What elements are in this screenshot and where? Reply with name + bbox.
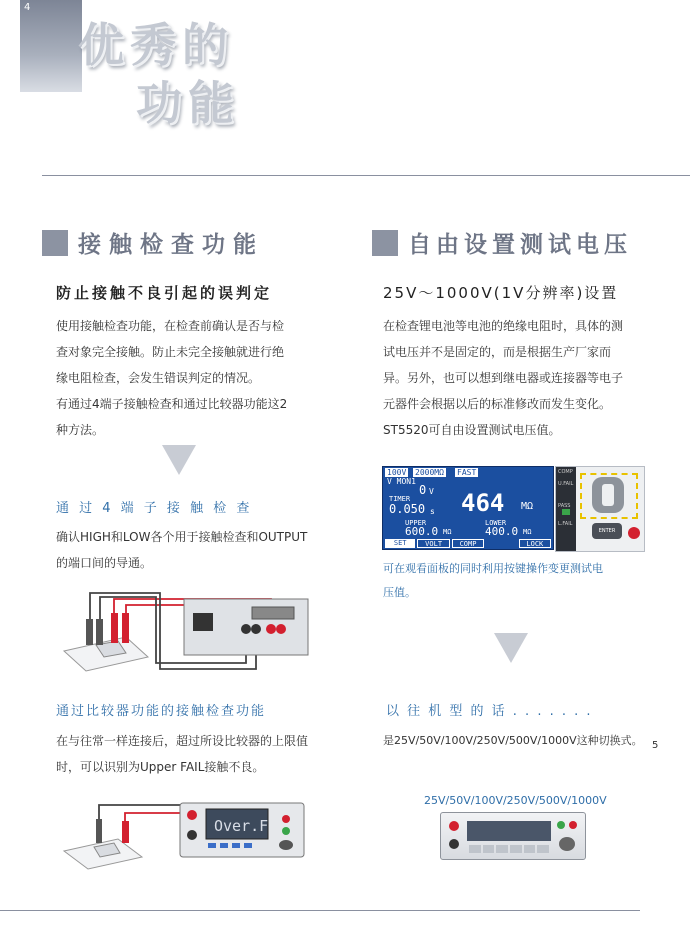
range-key[interactable]	[469, 845, 481, 853]
left-subtitle: 防止接触不良引起的误判定	[56, 284, 273, 302]
screen-timer-unit: s	[430, 507, 435, 516]
led-lfail-label: L.FAIL	[558, 521, 573, 527]
enter-button[interactable]: ENTER	[592, 523, 622, 539]
screen-caption-line: 可在观看面板的同时利用按键操作变更测试电	[383, 562, 603, 575]
screen-reading-unit: MΩ	[521, 501, 534, 512]
probe-red-2	[122, 613, 129, 643]
left-paragraph-1	[56, 313, 336, 443]
terminal-red-1	[266, 624, 276, 634]
four-terminal-text-line: 的端口间的导通。	[56, 556, 153, 570]
range-key[interactable]	[496, 845, 508, 853]
screen-softkey-bar	[385, 539, 551, 548]
front-terminal-red	[187, 810, 197, 820]
device-terminal-black	[449, 839, 459, 849]
comparator-text-line: 在与往常一样连接后，超过所设比较器的上限值	[56, 734, 309, 748]
device-knob[interactable]	[559, 837, 575, 851]
wire-red	[125, 813, 184, 821]
right-section-header	[372, 226, 632, 259]
left-para2-line: 有通过4端子接触检查和通过比较器功能这2	[56, 397, 288, 411]
screen-caption-line: 压值。	[383, 586, 416, 599]
dsub-connector-icon	[252, 607, 294, 619]
terminal-red-2	[276, 624, 286, 634]
screen-lower-label: LOWER	[485, 519, 507, 527]
range-key[interactable]	[510, 845, 522, 853]
front-knob	[279, 840, 293, 850]
range-key[interactable]	[524, 845, 536, 853]
screen-lower-value: 400.0	[485, 525, 519, 538]
comparator-wiring-diagram	[56, 795, 316, 870]
device-terminal-red	[449, 821, 459, 831]
left-para1-line: 使用接触检查功能，在检查前确认是否与检	[56, 319, 285, 333]
range-key[interactable]	[537, 845, 549, 853]
screen-tab-speed: FAST	[457, 468, 477, 477]
device-led-green	[557, 821, 565, 829]
previous-model-heading: 以 往 机 型 的 话 . . . . . . .	[386, 704, 593, 719]
comparator-heading: 通过比较器功能的接触检查功能	[56, 704, 267, 719]
probe-red-1	[111, 613, 118, 643]
device-display	[467, 821, 551, 841]
page-number-right: 5	[652, 740, 659, 751]
softkey-volt[interactable]: VOLT	[417, 539, 449, 548]
bottom-divider	[0, 910, 640, 911]
corner-accent-block	[20, 0, 82, 92]
left-section-title: 接 触 检 查 功 能	[78, 231, 257, 258]
softkey-empty	[486, 539, 516, 548]
led-comp-label: COMP	[558, 469, 573, 475]
left-para2-line: 种方法。	[56, 423, 105, 437]
right-section-title: 自由设置测试电压	[408, 231, 632, 258]
section-square-icon	[372, 230, 398, 256]
screen-upper-value: 600.0	[405, 525, 439, 538]
instrument-key-panel	[555, 466, 645, 552]
screen-timer-value: 0.050	[389, 502, 426, 516]
front-key	[220, 843, 228, 848]
softkey-set[interactable]: SET	[385, 539, 415, 548]
screen-timer-label: TIMER	[389, 495, 411, 503]
left-para1-line: 缘电阻检查，会发生错误判定的情况。	[56, 371, 261, 385]
terminal-black-1	[241, 624, 251, 634]
down-arrow-icon	[494, 633, 528, 663]
front-key	[244, 843, 252, 848]
device-range-selector	[469, 845, 549, 853]
previous-model-device	[440, 812, 586, 860]
power-inlet-icon	[193, 613, 213, 631]
page-title-line1: 优秀的	[78, 18, 234, 72]
right-para-line: 在检查锂电池等电池的绝缘电阻时，具体的测	[383, 319, 624, 333]
arrow-key-center[interactable]	[602, 484, 614, 506]
probe-black	[96, 819, 102, 843]
screen-volt: 0	[419, 483, 427, 497]
front-display-text: Over.F	[214, 817, 269, 835]
down-arrow-icon	[162, 445, 196, 475]
pass-led	[562, 509, 570, 515]
red-indicator-icon	[628, 527, 640, 539]
led-pass-label: PASS	[558, 503, 571, 509]
screen-lower-unit: MΩ	[523, 528, 532, 536]
wire-black	[99, 805, 184, 819]
right-para-line: 元器件会根据以后的标准修改而发生变化。	[383, 397, 612, 411]
previous-model-text: 是25V/50V/100V/250V/500V/1000V这种切换式。	[383, 734, 643, 747]
top-divider	[42, 175, 690, 176]
right-para-line: 异。另外，也可以想到继电器或连接器等电子	[383, 371, 624, 385]
left-section-header	[42, 226, 256, 259]
previous-voltage-label: 25V/50V/100V/250V/500V/1000V	[424, 794, 607, 807]
page-title-line2: 功能	[136, 76, 240, 130]
probe-red	[122, 821, 129, 843]
section-square-icon	[42, 230, 68, 256]
pass-led	[282, 827, 290, 835]
right-para-line: 试电压并不是固定的，而是根据生产厂家而	[383, 345, 612, 359]
four-terminal-text-line: 确认HIGH和LOW各个用于接触检查和OUTPUT	[56, 530, 308, 544]
terminal-black-2	[251, 624, 261, 634]
right-subtitle: 25V～1000V(1V分辨率)设置	[383, 284, 619, 302]
four-terminal-text	[56, 524, 336, 576]
softkey-lock[interactable]: LOCK	[519, 539, 551, 548]
instrument-screen	[382, 466, 554, 550]
screen-upper-label: UPPER	[405, 519, 427, 527]
screen-volt-unit: V	[429, 487, 434, 496]
probe-black-1	[86, 619, 93, 645]
screen-caption	[383, 557, 653, 605]
led-ufail-label: U.FAIL	[558, 481, 574, 487]
screen-tab-range: 2000MΩ	[415, 468, 444, 477]
screen-mode: V MON1	[387, 477, 416, 486]
range-key[interactable]	[483, 845, 495, 853]
device-led-red	[569, 821, 577, 829]
comparator-text	[56, 728, 346, 780]
front-key	[208, 843, 216, 848]
ufail-led	[282, 815, 290, 823]
screen-upper-unit: MΩ	[443, 528, 452, 536]
screen-tab-voltage: 100V	[387, 468, 407, 477]
right-paragraph	[383, 313, 663, 443]
page-number-left: 4	[24, 2, 31, 13]
front-terminal-black	[187, 830, 197, 840]
comparator-text-line: 时，可以识别为Upper FAIL接触不良。	[56, 760, 265, 774]
screen-reading: 464	[461, 489, 505, 517]
four-terminal-heading: 通 过 4 端 子 接 触 检 查	[56, 501, 253, 516]
four-terminal-wiring-diagram	[56, 585, 316, 675]
left-para1-line: 查对象完全接触。防止未完全接触就进行绝	[56, 345, 285, 359]
softkey-comp[interactable]: COMP	[452, 539, 484, 548]
right-para-line: ST5520可自由设置测试电压值。	[383, 423, 561, 437]
probe-black-2	[96, 619, 103, 645]
front-key	[232, 843, 240, 848]
